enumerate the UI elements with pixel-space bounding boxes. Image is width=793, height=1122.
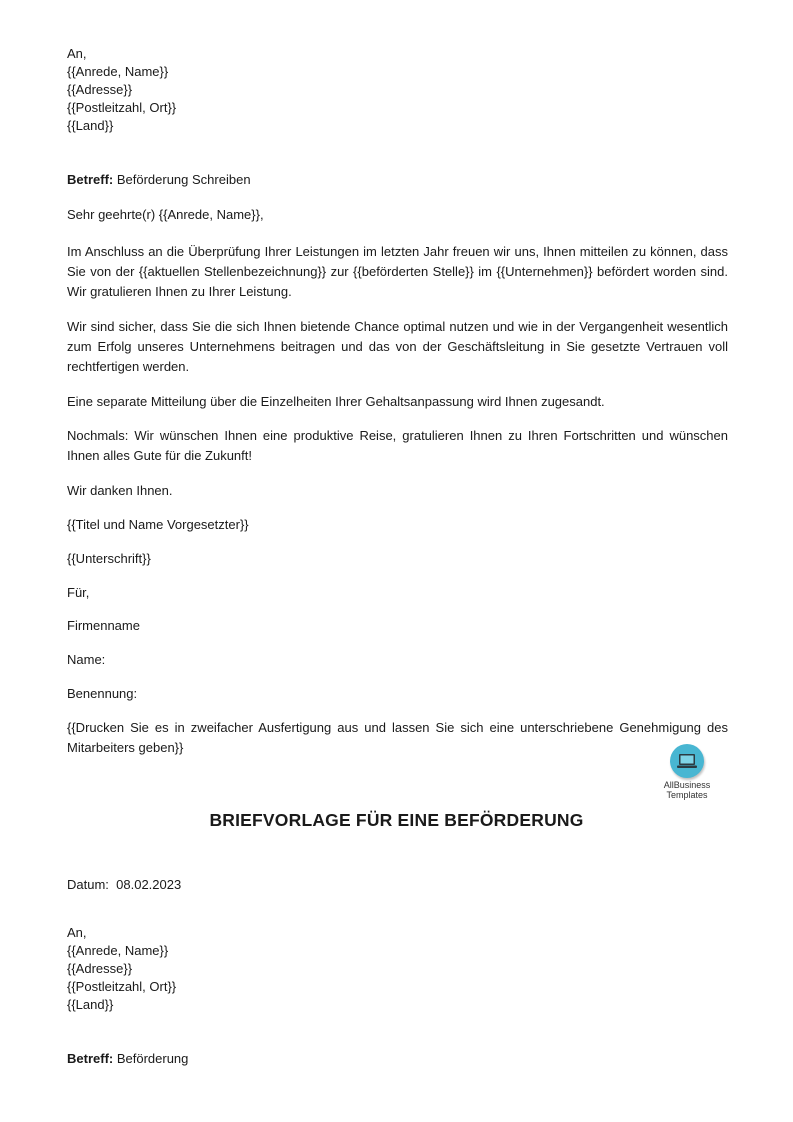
date-label: Datum: <box>67 877 109 892</box>
recipient-address <box>67 45 728 135</box>
address-line: {{Adresse}} <box>67 961 133 976</box>
paragraph: Nochmals: Wir wünschen Ihnen eine produktive Reise, gratulieren Ihnen zu Ihren Fortschritten und wünschen Ihnen alles Gute für die Zukunft! <box>67 428 728 463</box>
address-line: {{Anrede, Name}} <box>67 943 169 958</box>
designation-label: Benennung: <box>67 686 138 701</box>
logo-line: Templates <box>666 790 708 800</box>
address-line: {{Postleitzahl, Ort}} <box>67 979 177 994</box>
salutation: Sehr geehrte(r) {{Anrede, Name}}, <box>67 207 264 222</box>
address-line: {{Anrede, Name}} <box>67 64 169 79</box>
subject-label: Betreff: <box>67 172 114 187</box>
instructions-note: {{Drucken Sie es in zweifacher Ausfertigung aus und lassen Sie sich eine unterschriebene Genehmigung des Mitarbeiters geben}} <box>67 720 728 755</box>
laptop-icon <box>670 744 704 778</box>
paragraph: Im Anschluss an die Überprüfung Ihrer Leistungen im letzten Jahr freuen wir uns, Ihnen mitteilen zu können, dass Sie von der {{aktuellen Stellenbezeichnung}} zur {{beförderten Stelle}} im {{Unternehmen}} befördert worden sind. Wir gratulieren Ihnen zu Ihrer Leistung. <box>67 244 728 299</box>
address-line: {{Postleitzahl, Ort}} <box>67 100 177 115</box>
name-label: Name: <box>67 652 106 667</box>
address-line: An, <box>67 46 87 61</box>
subject-line <box>67 171 251 189</box>
paragraph: Eine separate Mitteilung über die Einzelheiten Ihrer Gehaltsanpassung wird Ihnen zugesandt. <box>67 394 605 409</box>
allbusiness-logo <box>652 744 722 800</box>
template-title: BRIEFVORLAGE FÜR EINE BEFÖRDERUNG <box>209 810 584 830</box>
subject-text: Beförderung Schreiben <box>113 172 251 187</box>
subject-label: Betreff: <box>67 1051 114 1066</box>
paragraph: Wir sind sicher, dass Sie die sich Ihnen bietende Chance optimal nutzen und wie in der Vergangenheit wesentlich zum Erfolg unseres Unternehmens beitragen und das von der Geschäftsleitung in Sie gesetzte Vertrauen voll rechtfertigen werden. <box>67 319 728 374</box>
supervisor-placeholder: {{Titel und Name Vorgesetzter}} <box>67 517 249 532</box>
date-line <box>67 876 181 894</box>
signature-placeholder: {{Unterschrift}} <box>67 551 151 566</box>
company-name: Firmenname <box>67 618 140 633</box>
address-line: {{Land}} <box>67 997 114 1012</box>
logo-line: AllBusiness <box>663 780 711 790</box>
recipient-address <box>67 924 728 1014</box>
address-line: {{Land}} <box>67 118 114 133</box>
logo-text <box>652 780 722 800</box>
address-line: An, <box>67 925 87 940</box>
subject-line <box>67 1050 188 1068</box>
date-value: 08.02.2023 <box>116 877 182 892</box>
for-label: Für, <box>67 585 90 600</box>
closing-thanks: Wir danken Ihnen. <box>67 483 173 498</box>
subject-text: Beförderung <box>113 1051 189 1066</box>
address-line: {{Adresse}} <box>67 82 133 97</box>
